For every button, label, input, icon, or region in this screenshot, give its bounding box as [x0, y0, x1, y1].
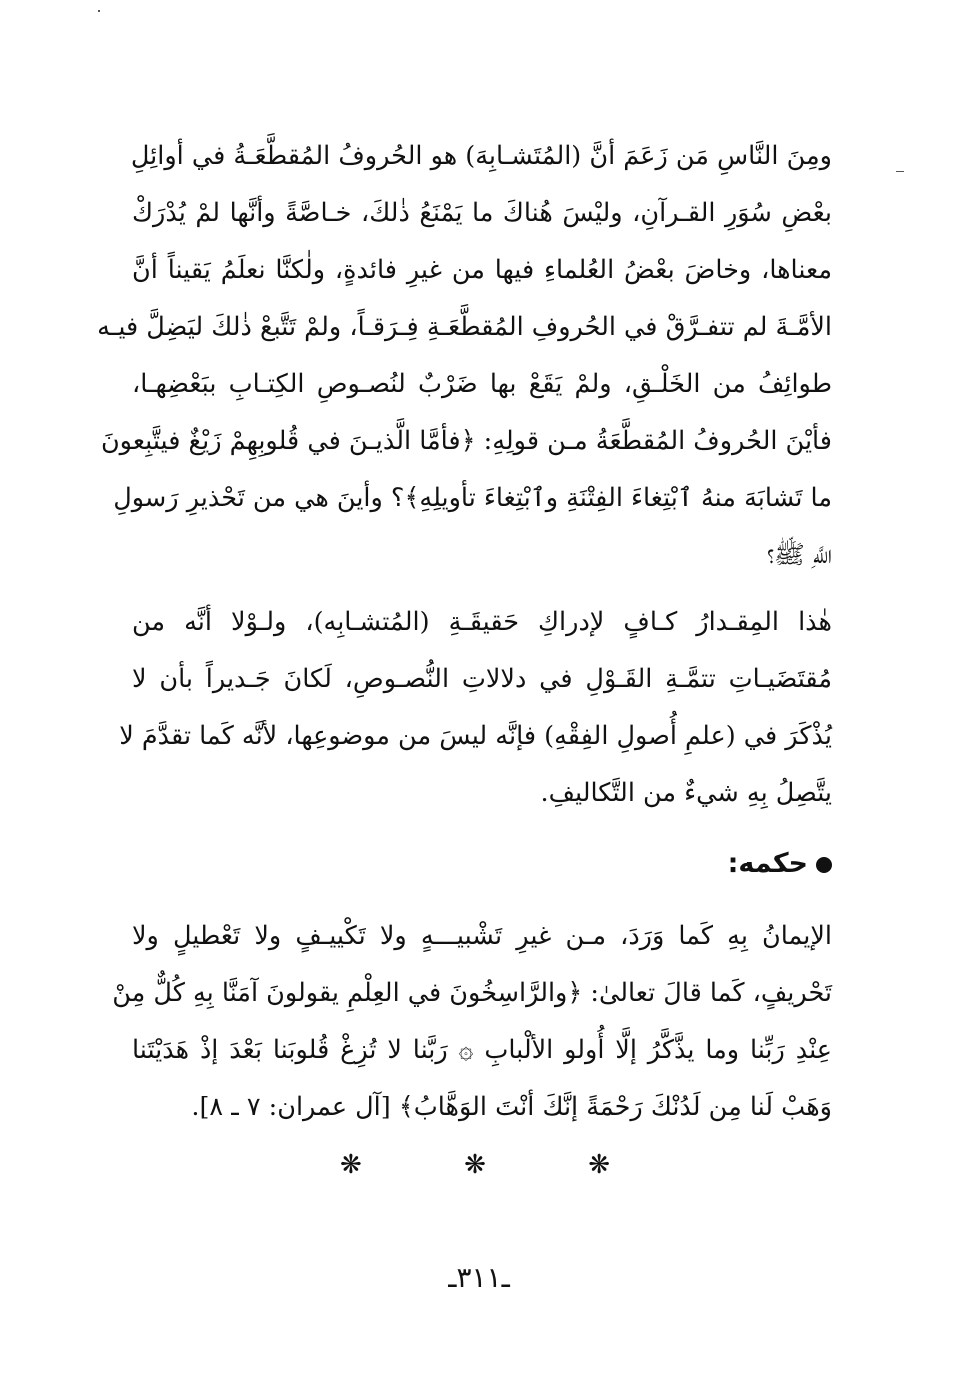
text-line: بعْضِ سُوَرِ القـرآنِ، وليْسَ هُناكَ ما يَمْنَعُ ذٰلكَ، خـاصَّةً وأنَّها لمْ يُدْرَكْ — [132, 198, 832, 228]
text-line: هٰذا المِقـدارُ كـافٍ لإدراكِ حَقيقَـةِ (المُتشـابِه)، ولـوْلا أنَّه من — [132, 607, 832, 637]
text-line: اللَّهِ ﷺ؟ — [767, 540, 832, 570]
paragraph-ruling — [112, 908, 832, 1136]
section-heading — [728, 844, 832, 884]
text-line: ومِنَ النَّاسِ مَن زَعَمَ أنَّ (المُتَشـابِهَ) هو الحُروفُ المُقطَّعَـةُ في أوائِلِ — [130, 141, 832, 171]
star-ornament-icon: ❋ — [340, 1150, 362, 1180]
text-line: تَحْريفٍ، كَما قالَ تعالىٰ: ﴿والرَّاسِخُونَ في العِلْمِ يقولونَ آمَنَّا بِهِ كُلٌّ مِنْ — [112, 978, 832, 1008]
text-line: يتَّصِلُ بِهِ شيءٌ من التَّكاليفِ. — [540, 778, 832, 808]
paragraph-mutashabih — [97, 128, 832, 584]
paragraph-summary — [119, 594, 832, 822]
text-line: يُذْكَرَ في (علمِ أُصولِ الفِقْهِ) فإنَّه ليسَ من موضوعِها، لأنَّه كَما تقدَّمَ لا — [119, 721, 832, 751]
bullet-icon — [816, 857, 832, 873]
text-line: الإيمانُ بِهِ كَما وَرَدَ، مـن غيرِ تَشْبيـــهٍ ولا تَكْييـفٍ ولا تَعْطيلٍ ولا — [132, 921, 832, 951]
text-line: الأمَّـةَ لم تتفـرَّقْ في الحُروفِ المُقطَّعَـةِ فِـرَقـاً، ولمْ تَتَّبعْ ذٰلكَ ليَضِلَّ فيـه — [97, 312, 832, 342]
scan-speck — [896, 171, 904, 172]
star-ornament-icon: ❋ — [464, 1150, 486, 1180]
text-line: ما تَشابَهَ منهُ ٱبْتِغاءَ الفِتْنَةِ وٱبْتِغاءَ تأويلِهِ﴾؟ وأينَ هي من تَحْذيرِ رَسولِ — [113, 483, 832, 513]
section-heading-label: حكمه: — [727, 848, 808, 879]
page-number: ـ٣١١ـ — [448, 1261, 510, 1294]
text-line: وَهَبْ لَنا مِن لَدُنْكَ رَحْمَةً إنَّكَ أنْتَ الوَهَّابُ﴾ [آل عمران: ٧ ـ ٨]. — [191, 1092, 832, 1122]
text-line: عِنْدِ رَبِّنا وما يذَّكَّرُ إلَّا أُولو الألْبابِ ۞ رَبَّنا لا تُزِغْ قُلوبَنا بَعْدَ إذْ هَدَيْتَنا — [132, 1035, 832, 1065]
scan-speck — [98, 10, 100, 12]
text-line: فأيْنَ الحُروفُ المُقطَّعَةُ مـن قولِهِ: ﴿فأمَّا الَّذيـنَ في قُلوبِهِمْ زَيْغٌ فيتَّبِعونَ — [100, 426, 832, 456]
text-line: طوائِفُ من الخَلْـقِ، ولمْ يَقَعْ بها ضَرْبٌ لنُصـوصِ الكِتـابِ ببَعْضِهـا، — [132, 369, 832, 399]
text-line: مُقتَضَيـاتِ تتمَّـةِ القَـوْلِ في دلالاتِ النُّصـوصِ، لَكانَ جَـديراً بأن لا — [132, 664, 832, 694]
star-ornament-icon: ❋ — [588, 1150, 610, 1180]
text-line: معناها، وخاضَ بعْضُ العُلماءِ فيها من غيرِ فائدةٍ، ولٰكنَّا نعلَمُ يَقيناً أنَّ — [132, 255, 832, 285]
section-separator — [340, 1150, 610, 1180]
